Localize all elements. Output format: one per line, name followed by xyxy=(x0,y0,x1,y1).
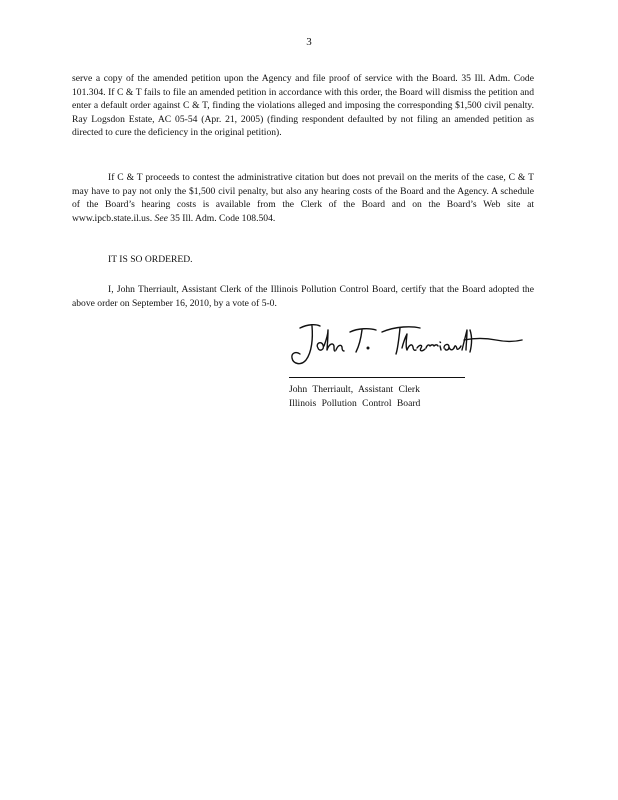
signer-name-title: John Therriault, Assistant Clerk xyxy=(289,384,420,395)
hearing-costs-text: If C & T proceeds to contest the administrative citation but does not prevail on the merits of the case, C & T may have to pay not only the $1,500 civil penalty, but also any hearing costs of the Board and the Agency. A schedule of the Board’s hearing costs is available from the Clerk of the Board and on the Board’s Web site at www.ipcb.state.il.us. xyxy=(72,172,534,224)
signature-line xyxy=(289,377,465,378)
code-citation: 35 Ill. Adm. Code 108.504. xyxy=(170,212,276,224)
signer-organization: Illinois Pollution Control Board xyxy=(289,397,421,409)
paragraph-amended-petition: serve a copy of the amended petition upon the Agency and file proof of service with the Board. 35 Ill. Adm. Code 101.304. If C & T fails to file an amended petition in accordance with this order, the Board will dismiss the petition and enter a default order against C & T, finding the violations alleged and imposing the corresponding $1,500 civil penalty. Ray Logsdon Estate, AC 05-54 (Apr. 21, 2005) (finding respondent defaulted by not filing an amended petition as directed to cure the deficiency in the original petition). xyxy=(72,73,534,139)
paragraph-hearing-costs xyxy=(72,171,534,225)
page-number: 3 xyxy=(306,36,312,48)
order-statement: IT IS SO ORDERED. xyxy=(108,254,193,265)
see-signal: See xyxy=(154,212,168,224)
certification-paragraph: I, John Therriault, Assistant Clerk of the Illinois Pollution Control Board, certify that the Board adopted the above order on September 16, 2010, by a vote of 5-0. xyxy=(72,284,534,309)
handwritten-signature xyxy=(286,318,526,370)
signature-block xyxy=(289,383,509,410)
